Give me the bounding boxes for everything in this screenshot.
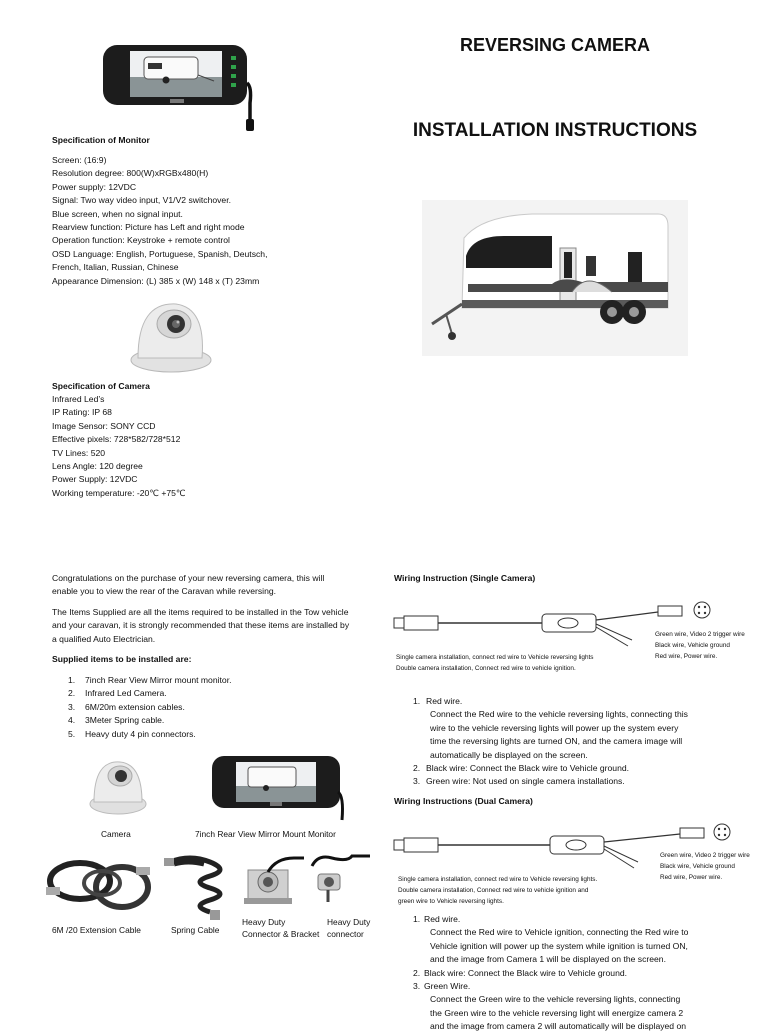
intro-line: The Items Supplied are all the items required to be installed in the Tow vehicle xyxy=(52,607,349,617)
step-item: 2. Black wire: Connect the Black wire to Vehicle ground. xyxy=(413,967,628,978)
monitor-product-image xyxy=(210,754,354,824)
intro-paragraph-2 xyxy=(52,606,349,646)
wiring-dual-steps xyxy=(413,913,688,1034)
list-item: 1. 7inch Rear View Mirror mount monitor. xyxy=(68,675,232,685)
page-subtitle: INSTALLATION INSTRUCTIONS xyxy=(412,120,698,141)
caption-extension-cable: 6M /20 Extension Cable xyxy=(52,925,141,935)
camera-spec-line: Working temperature: -20℃ +75℃ xyxy=(52,487,186,498)
camera-spec-line: Power Supply: 12VDC xyxy=(52,474,138,485)
wiring-single-label-green: Green wire, Video 2 trigger wire xyxy=(655,631,745,638)
spring-cable-image xyxy=(160,852,236,922)
wiring-dual-heading: Wiring Instructions (Dual Camera) xyxy=(394,796,533,806)
monitor-spec-line: Rearview function: Picture has Left and right mode xyxy=(52,222,245,233)
monitor-spec-line: OSD Language: English, Portuguese, Spanish, Deutsch, xyxy=(52,248,268,259)
step-item: 3. Green wire: Not used on single camera installations. xyxy=(413,776,625,787)
list-item: 4. 3Meter Spring cable. xyxy=(68,715,165,726)
caption-connector-bracket xyxy=(242,916,319,940)
step-item: 3. Green Wire. xyxy=(413,981,471,992)
camera-spec-line: Lens Angle: 120 degree xyxy=(52,461,143,472)
camera-spec-line: Image Sensor: SONY CCD xyxy=(52,420,156,431)
caption-connector xyxy=(327,916,370,940)
camera-spec-line: Effective pixels: 728*582/728*512 xyxy=(52,434,181,445)
camera-spec-line: IP Rating: IP 68 xyxy=(52,407,112,418)
wiring-dual-note-2: Double camera installation, Connect red wire to vehicle ignition and xyxy=(398,887,589,894)
caption-camera: Camera xyxy=(101,829,131,839)
connector-bracket-image xyxy=(240,852,306,912)
dome-camera-image xyxy=(128,294,214,378)
monitor-spec-line: French, Italian, Russian, Chinese xyxy=(52,262,179,273)
wiring-dual-label-red: Red wire, Power wire. xyxy=(660,874,723,881)
caption-line: Heavy Duty xyxy=(242,917,286,927)
step-detail: Connect the Green wire to the vehicle reversing lights, connecting the Green wire to the vehicle reversing light will energize camera 2 and the image from camera 2 will automatically will be displayed on xyxy=(430,994,687,1032)
wiring-dual-label-green: Green wire, Video 2 trigger wire xyxy=(660,852,750,859)
wiring-dual-label-black: Black wire, Vehicle ground xyxy=(660,863,735,870)
camera-product-image xyxy=(86,754,150,818)
wiring-single-heading: Wiring Instruction (Single Camera) xyxy=(394,573,536,583)
intro-line: and your caravan, it is strongly recommended that these items are installed by xyxy=(52,620,350,631)
step-item: 2. Black wire: Connect the Black wire to Vehicle ground. xyxy=(413,763,630,774)
camera-spec-list xyxy=(52,393,186,500)
monitor-spec-line: Screen: (16:9) xyxy=(52,155,107,165)
caravan-photo xyxy=(422,200,688,356)
caption-line: Connector & Bracket xyxy=(242,929,320,939)
monitor-spec-line: Resolution degree: 800(W)xRGBx480(H) xyxy=(52,168,209,179)
wiring-single-note-1: Single camera installation, connect red wire to Vehicle reversing lights xyxy=(396,654,594,661)
monitor-spec-line: Power supply: 12VDC xyxy=(52,181,137,192)
intro-paragraph-1 xyxy=(52,572,324,599)
wiring-single-label-black: Black wire, Vehicle ground xyxy=(655,642,730,649)
caption-line: Heavy Duty xyxy=(327,917,371,927)
intro-line: enable you to view the rear of the Caravan while reversing. xyxy=(52,586,277,597)
monitor-spec-line: Appearance Dimension: (L) 385 x (W) 148 x (T) 23mm xyxy=(52,275,260,286)
camera-spec-heading: Specification of Camera xyxy=(52,381,150,391)
list-item: 5. Heavy duty 4 pin connectors. xyxy=(68,728,196,739)
page-title: REVERSING CAMERA xyxy=(459,35,651,55)
monitor-spec-list xyxy=(52,154,267,288)
list-item: 3. 6M/20m extension cables. xyxy=(68,701,185,712)
monitor-spec-heading: Specification of Monitor xyxy=(52,135,150,145)
supplied-items-heading: Supplied items to be installed are: xyxy=(52,654,192,664)
monitor-spec-line: Signal: Two way video input, V1/V2 switchover. xyxy=(52,195,231,206)
supplied-items-list xyxy=(68,674,231,741)
step-item: 1. Red wire. xyxy=(413,914,461,924)
list-item: 2. Infrared Led Camera. xyxy=(68,688,167,699)
wiring-dual-note-1: Single camera installation, connect red wire to Vehicle reversing lights. xyxy=(398,876,598,883)
caption-spring-cable: Spring Cable xyxy=(171,925,220,935)
wiring-single-label-red: Red wire, Power wire. xyxy=(655,653,718,660)
mirror-monitor-image xyxy=(100,43,260,135)
camera-spec-line: TV Lines: 520 xyxy=(52,447,106,458)
wiring-single-note-2: Double camera installation, Connect red wire to vehicle ignition. xyxy=(396,665,576,672)
caption-monitor: 7inch Rear View Mirror Mount Monitor xyxy=(195,829,336,839)
step-detail: Connect the Red wire to Vehicle ignition, connecting the Red wire to Vehicle ignition will power up the system while ignition is turned ON, and the image from Camera 1 will be displayed on the screen. xyxy=(430,927,689,965)
step-item: 1. Red wire. xyxy=(413,696,463,706)
extension-cable-image xyxy=(42,855,154,917)
monitor-spec-line: Operation function: Keystroke + remote control xyxy=(52,235,230,246)
wiring-single-steps xyxy=(413,695,688,789)
wiring-dual-note-3: green wire to Vehicle reversing lights. xyxy=(398,898,504,905)
heavy-duty-connector-image xyxy=(308,852,372,912)
camera-spec-line: Infrared Led’s xyxy=(52,394,105,404)
step-detail: Connect the Red wire to the vehicle reversing lights, connecting this wire to the vehicle reversing lights will power up the system every time the reversing lights are turned ON, and the camera image will automatically be displayed on the screen. xyxy=(430,709,688,760)
intro-line: Congratulations on the purchase of your new reversing camera, this will xyxy=(52,573,325,583)
intro-line: a qualified Auto Electrician. xyxy=(52,633,156,644)
monitor-spec-line: Blue screen, when no signal input. xyxy=(52,208,183,219)
caption-line: connector xyxy=(327,929,364,939)
